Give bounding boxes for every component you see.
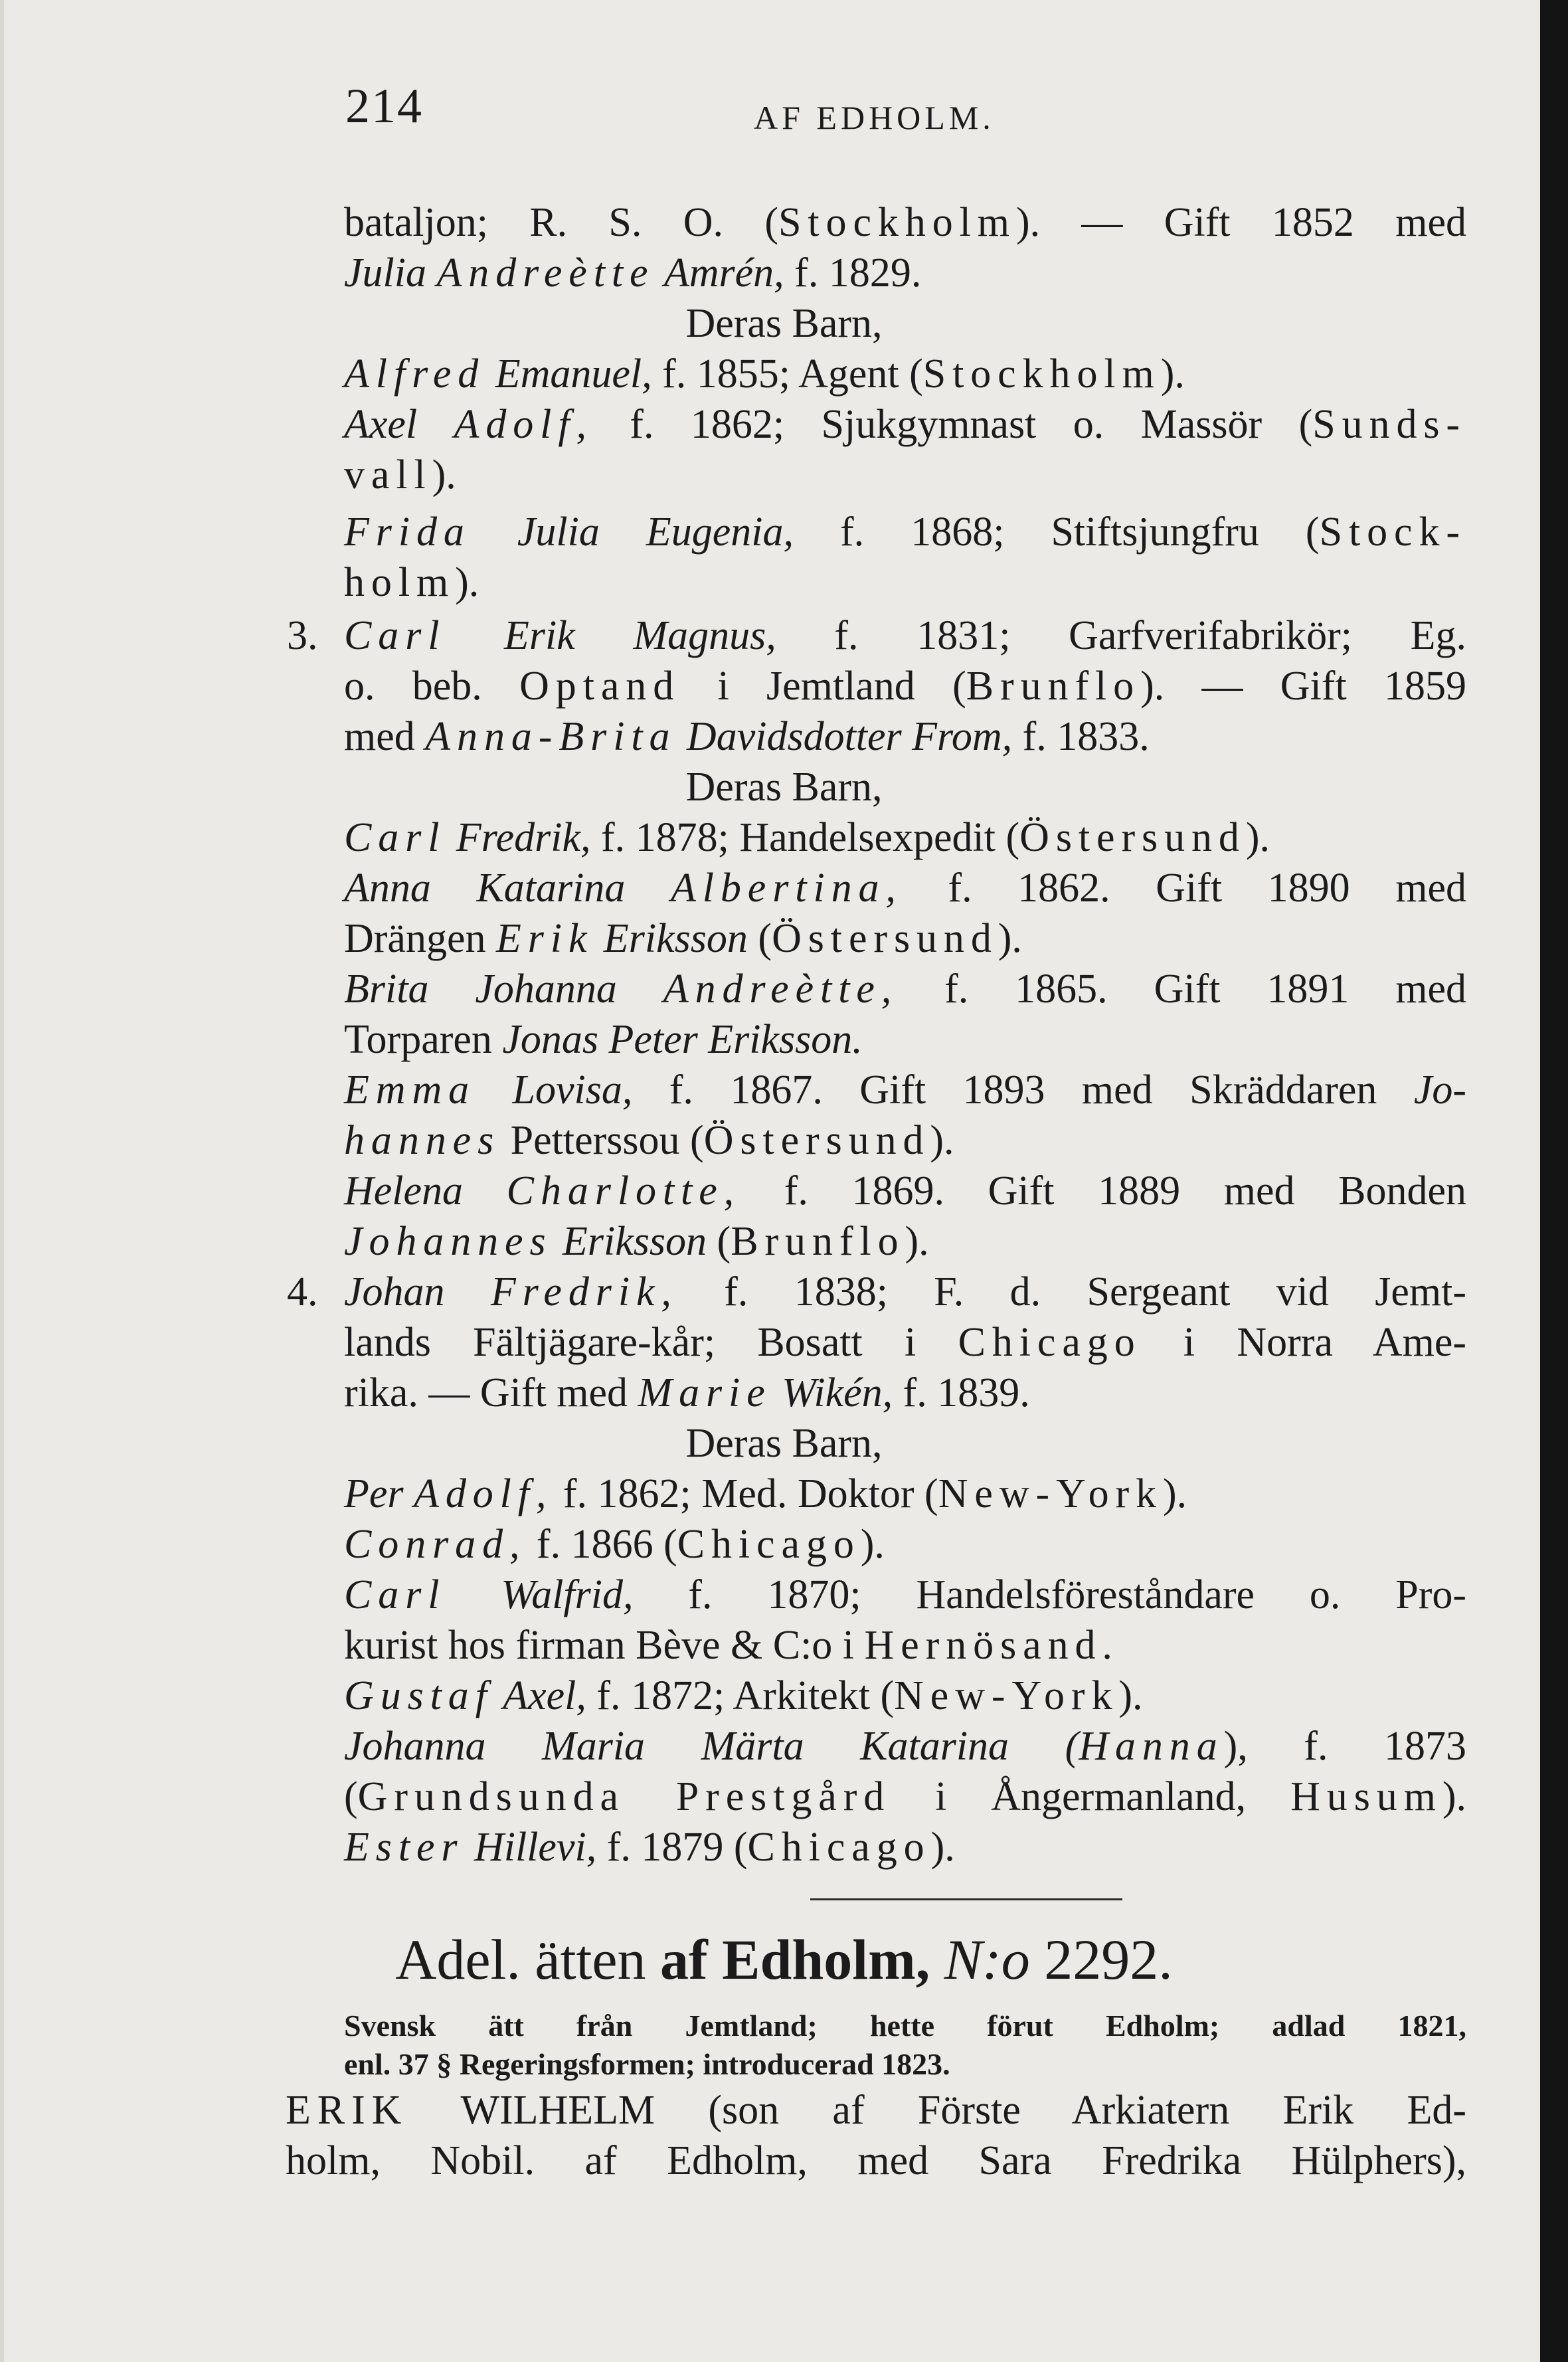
- text-line: Drängen Erik Eriksson (Östersund).: [344, 916, 1022, 961]
- text-line: (Grundsunda Prestgård i Ångermanland, Husum).: [344, 1774, 1466, 1819]
- text-line: Carl Fredrik, f. 1878; Handelsexpedit (Östersund).: [344, 815, 1270, 860]
- text-line: hannes Petterssou (Östersund).: [344, 1118, 954, 1163]
- entry-number: 4.: [287, 1269, 318, 1315]
- page-edge-left: [0, 0, 4, 2362]
- text-line: Emma Lovisa, f. 1867. Gift 1893 med Skräddaren Jo-: [344, 1067, 1466, 1113]
- text-line: Axel Adolf, f. 1862; Sjukgymnast o. Massör (Sunds-: [344, 402, 1466, 447]
- text-line: vall).: [344, 452, 456, 498]
- text-line: Carl Walfrid, f. 1870; Handelsföreståndare o. Pro-: [344, 1572, 1466, 1617]
- text-line: Torparen Jonas Peter Eriksson.: [344, 1017, 863, 1062]
- section-heading: Adel. ätten af Edholm, N:o 2292.: [395, 1928, 1173, 1991]
- text-line: holm, Nobil. af Edholm, med Sara Fredrika Hülphers),: [286, 2138, 1466, 2183]
- text-line: lands Fältjägare-kår; Bosatt i Chicago i Norra Ame-: [344, 1320, 1466, 1365]
- text-line: bataljon; R. S. O. (Stockholm). — Gift 1852 med: [344, 200, 1466, 245]
- text-line: Carl Erik Magnus, f. 1831; Garfverifabrikör; Eg.: [344, 613, 1466, 658]
- text-line: Brita Johanna Andreètte, f. 1865. Gift 1891 med: [344, 966, 1466, 1012]
- text-line: rika. — Gift med Marie Wikén, f. 1839.: [344, 1370, 1030, 1415]
- text-line: ERIK WILHELM (son af Förste Arkiatern Erik Ed-: [286, 2088, 1466, 2133]
- text-line: Gustaf Axel, f. 1872; Arkitekt (New-York).: [344, 1673, 1143, 1718]
- text-line: Johanna Maria Märta Katarina (Hanna), f. 1873: [344, 1724, 1466, 1769]
- text-line: Per Adolf, f. 1862; Med. Doktor (New-York).: [344, 1471, 1187, 1516]
- text-line: Johan Fredrik, f. 1838; F. d. Sergeant vid Jemt-: [344, 1269, 1466, 1315]
- section-label: Deras Barn,: [685, 765, 883, 810]
- text-line: Johannes Eriksson (Brunflo).: [344, 1219, 929, 1264]
- text-line: Alfred Emanuel, f. 1855; Agent (Stockholm).: [344, 351, 1185, 397]
- entry-number: 3.: [287, 613, 318, 658]
- text-line: holm).: [344, 560, 479, 605]
- section-divider: [810, 1898, 1122, 1900]
- text-line: o. beb. Optand i Jemtland (Brunflo). — Gift 1859: [344, 664, 1466, 709]
- heading-note: enl. 37 § Regeringsformen; introducerad 1823.: [344, 2047, 950, 2081]
- text-line: kurist hos firman Bève & C:o i Hernösand.: [344, 1623, 1112, 1668]
- text-line: Julia Andreètte Amrén, f. 1829.: [344, 250, 922, 296]
- text-line: Anna Katarina Albertina, f. 1862. Gift 1890 med: [344, 865, 1466, 911]
- text-line: med Anna-Brita Davidsdotter From, f. 1833.: [344, 714, 1150, 759]
- running-title: AF EDHOLM.: [754, 99, 995, 136]
- text-line: Frida Julia Eugenia, f. 1868; Stiftsjungfru (Stock-: [344, 509, 1466, 555]
- section-label: Deras Barn,: [685, 1421, 883, 1466]
- text-line: Helena Charlotte, f. 1869. Gift 1889 med Bonden: [344, 1168, 1466, 1214]
- heading-note: Svensk ätt från Jemtland; hette förut Edholm; adlad 1821,: [344, 2009, 1466, 2043]
- page-number: 214: [345, 79, 423, 134]
- text-line: Ester Hillevi, f. 1879 (Chicago).: [344, 1825, 955, 1870]
- page-edge-right: [1540, 0, 1568, 2362]
- text-line: Conrad, f. 1866 (Chicago).: [344, 1522, 885, 1567]
- section-label: Deras Barn,: [685, 301, 883, 346]
